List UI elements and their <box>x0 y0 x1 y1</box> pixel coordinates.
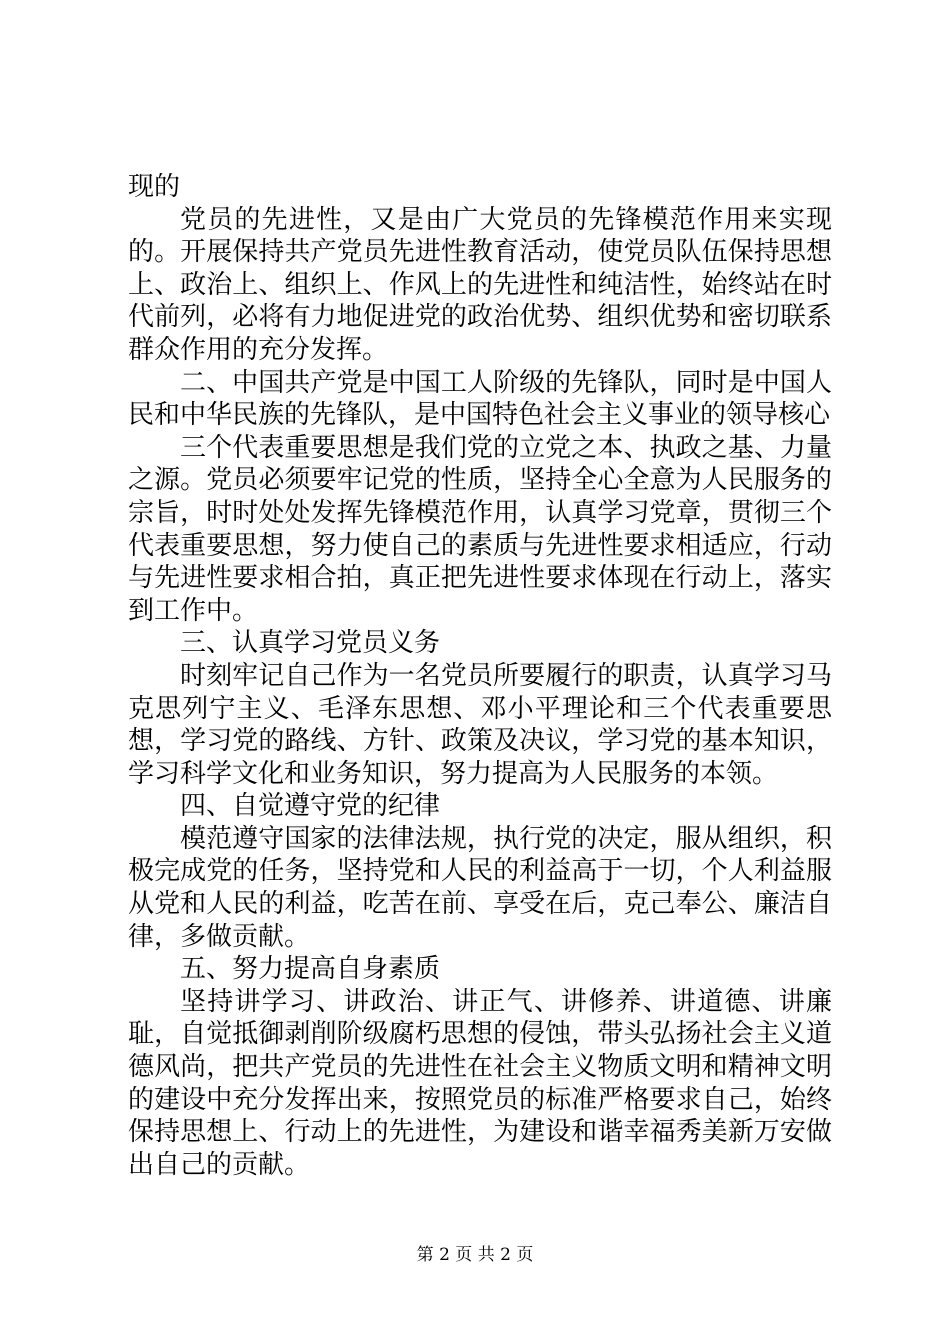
paragraph: 党员的先进性，又是由广大党员的先锋模范作用来实现的。开展保持共产党员先进性教育活动，使党员队伍保持思想上、政治上、组织上、作风上的先进性和纯洁性，始终站在时代前列，必将有力地促进党的政治优势、组织优势和密切联系群众作用的充分发挥。 <box>128 204 832 365</box>
paragraph: 模范遵守国家的法律法规，执行党的决定，服从组织，积极完成党的任务，坚持党和人民的利益高于一切，个人利益服从党和人民的利益，吃苦在前、享受在后，克己奉公、廉洁自律，多做贡献。 <box>128 823 832 952</box>
paragraph: 时刻牢记自己作为一名党员所要履行的职责，认真学习马克思列宁主义、毛泽东思想、邓小平理论和三个代表重要思想，学习党的路线、方针、政策及决议，学习党的基本知识，学习科学文化和业务知识，努力提高为人民服务的本领。 <box>128 660 832 789</box>
document-body <box>128 171 832 1181</box>
section-heading: 三、认真学习党员义务 <box>180 628 441 659</box>
paragraph: 坚持讲学习、讲政治、讲正气、讲修养、讲道德、讲廉耻，自觉抵御剥削阶级腐朽思想的侵蚀，带头弘扬社会主义道德风尚，把共产党员的先进性在社会主义物质文明和精神文明的建设中充分发挥出来，按照党员的标准严格要求自己，始终保持思想上、行动上的先进性，为建设和谐幸福秀美新万安做出自己的贡献。 <box>128 986 832 1180</box>
page-number-footer: 第 2 页 共 2 页 <box>416 1245 534 1265</box>
section-heading: 二、中国共产党是中国工人阶级的先锋队，同时是中国人民和中华民族的先锋队，是中国特色社会主义事业的领导核心 <box>128 367 832 431</box>
paragraph: 三个代表重要思想是我们党的立党之本、执政之基、力量之源。党员必须要牢记党的性质，坚持全心全意为人民服务的宗旨，时时处处发挥先锋模范作用，认真学习党章，贯彻三个代表重要思想，努力使自己的素质与先进性要求相适应，行动与先进性要求相合拍，真正把先进性要求体现在行动上，落实到工作中。 <box>128 432 832 626</box>
section-heading: 五、努力提高自身素质 <box>180 954 441 985</box>
paragraph-continuation: 现的 <box>128 172 181 202</box>
section-heading: 四、自觉遵守党的纪律 <box>180 791 441 822</box>
